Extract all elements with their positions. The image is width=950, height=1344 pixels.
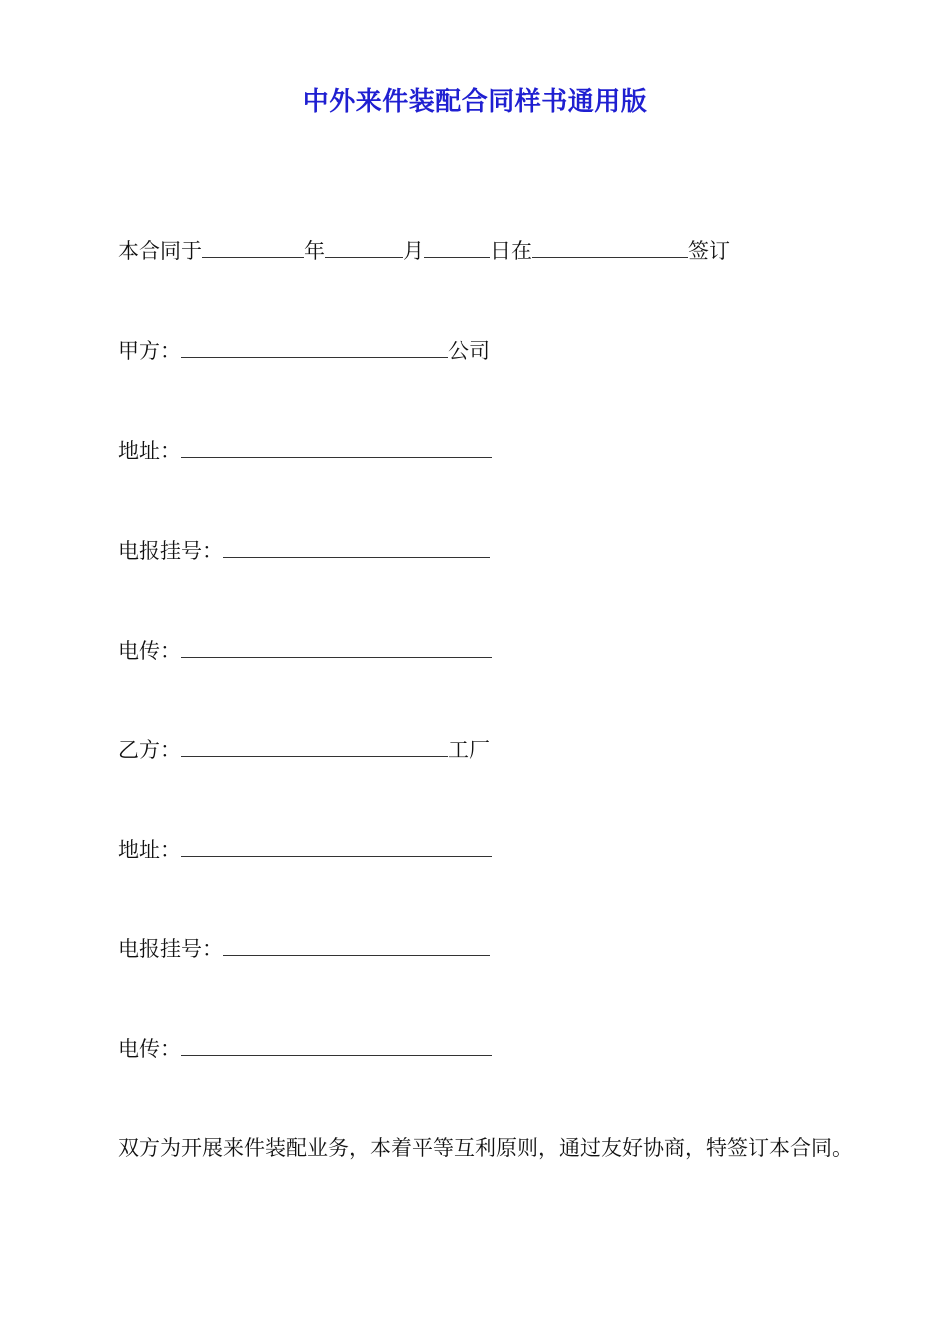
- party-b-address-line: [118, 836, 492, 864]
- party-a-label: 甲方：: [118, 339, 181, 363]
- place-blank: [532, 237, 688, 258]
- year-label: 年: [304, 239, 325, 263]
- party-b-blank: [181, 736, 448, 757]
- party-a-address-line: [118, 437, 492, 465]
- party-a-cable-line: [118, 537, 490, 565]
- party-b-cable-label: 电报挂号：: [118, 937, 223, 961]
- party-b-address-label: 地址：: [118, 838, 181, 862]
- party-b-address-blank: [181, 836, 492, 857]
- party-a-address-label: 地址：: [118, 439, 181, 463]
- party-b-line: [118, 736, 490, 764]
- signing-line: [118, 237, 730, 265]
- party-a-fax-blank: [181, 637, 492, 658]
- party-a-fax-label: 电传：: [118, 639, 181, 663]
- party-a-cable-label: 电报挂号：: [118, 539, 223, 563]
- signing-suffix: 签订: [688, 239, 730, 263]
- party-a-suffix: 公司: [448, 339, 490, 363]
- party-b-label: 乙方：: [118, 738, 181, 762]
- document-title: 中外来件装配合同样书通用版: [302, 87, 648, 117]
- party-b-fax-blank: [181, 1035, 492, 1056]
- party-a-cable-blank: [223, 537, 490, 558]
- day-label: 日在: [490, 239, 532, 263]
- party-b-suffix: 工厂: [448, 738, 490, 762]
- party-b-fax-line: [118, 1035, 492, 1063]
- party-a-fax-line: [118, 637, 492, 665]
- signing-prefix: 本合同于: [118, 239, 202, 263]
- month-blank: [325, 237, 403, 258]
- party-a-line: [118, 337, 490, 365]
- party-a-address-blank: [181, 437, 492, 458]
- day-blank: [424, 237, 490, 258]
- party-b-cable-line: [118, 935, 490, 963]
- party-a-blank: [181, 337, 448, 358]
- party-b-cable-blank: [223, 935, 490, 956]
- year-blank: [202, 237, 304, 258]
- preamble-paragraph: 双方为开展来件装配业务，本着平等互利原则，通过友好协商，特签订本合同。: [118, 1136, 853, 1160]
- party-b-fax-label: 电传：: [118, 1037, 181, 1061]
- month-label: 月: [403, 239, 424, 263]
